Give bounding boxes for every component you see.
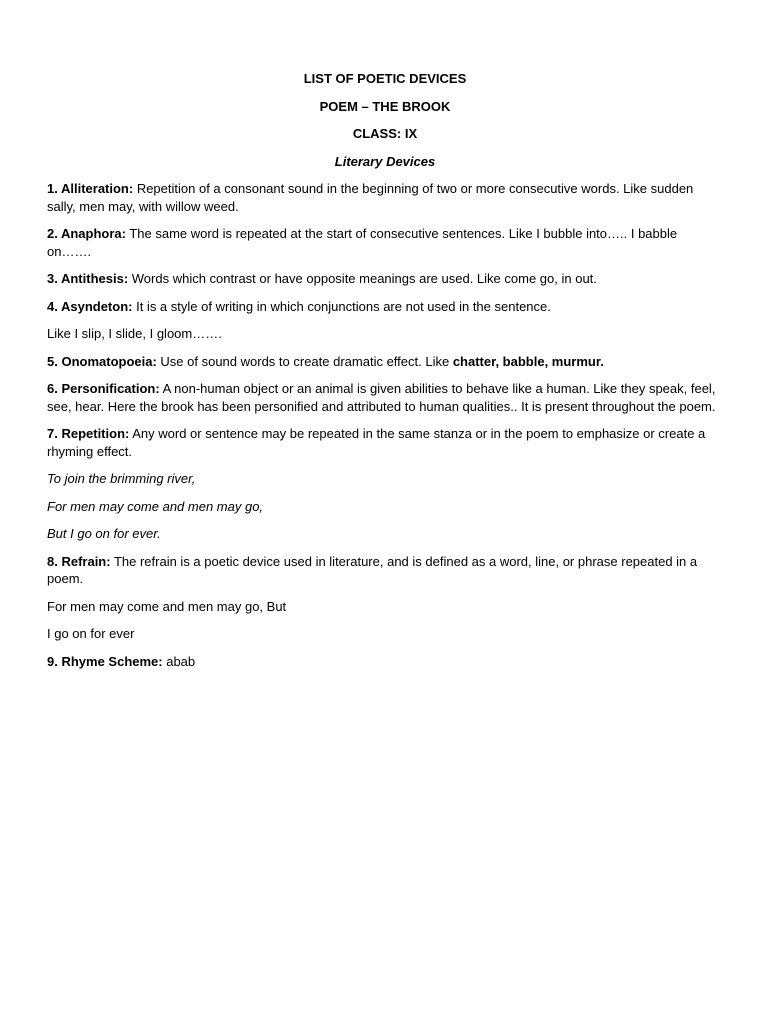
item-antithesis — [47, 270, 723, 288]
item-text: abab — [162, 653, 196, 669]
poem-line: For men may come and men may go, — [47, 498, 264, 514]
item-repetition — [47, 425, 723, 460]
item-label: 2. Anaphora: — [47, 226, 126, 241]
item-label: 1. Alliteration: — [47, 181, 134, 196]
poem-line: But I go on for ever. — [47, 526, 161, 541]
item-text: Use of sound words to create dramatic effect. Like — [156, 353, 453, 369]
item-text: Words which contrast or have opposite meanings are used. Like come go, in out. — [128, 271, 597, 286]
item-onomatopoeia — [47, 353, 723, 371]
item-rhyme-scheme — [47, 653, 723, 671]
item-refrain — [47, 553, 723, 588]
document-body — [47, 70, 723, 680]
item-text: Any word or sentence may be repeated in the same stanza or in the poem to emphasize or create a rhyming effect. — [47, 426, 706, 459]
item-text: A non-human object or an animal is given abilities to behave like a human. Like they speak, feel, see, hear. Here the brook has been personified and attributed to human qualities.. It is present throughout the poem. — [47, 381, 716, 414]
section-heading: Literary Devices — [334, 153, 436, 169]
item-anaphora — [47, 225, 723, 260]
asyndeton-example: Like I slip, I slide, I gloom……. — [47, 326, 222, 341]
item-alliteration — [47, 180, 723, 215]
refrain-line: For men may come and men may go, But — [47, 598, 287, 614]
item-label: 3. Antithesis: — [47, 271, 129, 286]
item-personification — [47, 380, 723, 415]
class-label: CLASS: IX — [352, 126, 418, 141]
item-label: 9. Rhyme Scheme: — [47, 653, 163, 669]
item-label: 8. Refrain: — [47, 553, 111, 569]
poem-line: To join the brimming river, — [47, 471, 196, 486]
item-asyndeton — [47, 298, 723, 316]
document-title: LIST OF POETIC DEVICES — [303, 71, 467, 86]
item-label: 4. Asyndeton: — [47, 298, 133, 314]
item-text: The same word is repeated at the start of consecutive sentences. Like I bubble into….. I babble on……. — [47, 226, 678, 259]
poem-title: POEM – THE BROOK — [319, 98, 451, 114]
item-bold-example: chatter, babble, murmur. — [452, 353, 604, 369]
item-label: 6. Personification: — [47, 381, 160, 396]
item-text: The refrain is a poetic device used in literature, and is defined as a word, line, or phrase repeated in a poem. — [47, 553, 698, 586]
refrain-line: I go on for ever — [47, 626, 135, 641]
item-text: It is a style of writing in which conjunctions are not used in the sentence. — [132, 298, 551, 314]
item-label: 5. Onomatopoeia: — [47, 353, 157, 369]
item-text: Repetition of a consonant sound in the beginning of two or more consecutive words. Like sudden sally, men may, with willow weed. — [47, 181, 694, 214]
item-label: 7. Repetition: — [47, 426, 130, 441]
